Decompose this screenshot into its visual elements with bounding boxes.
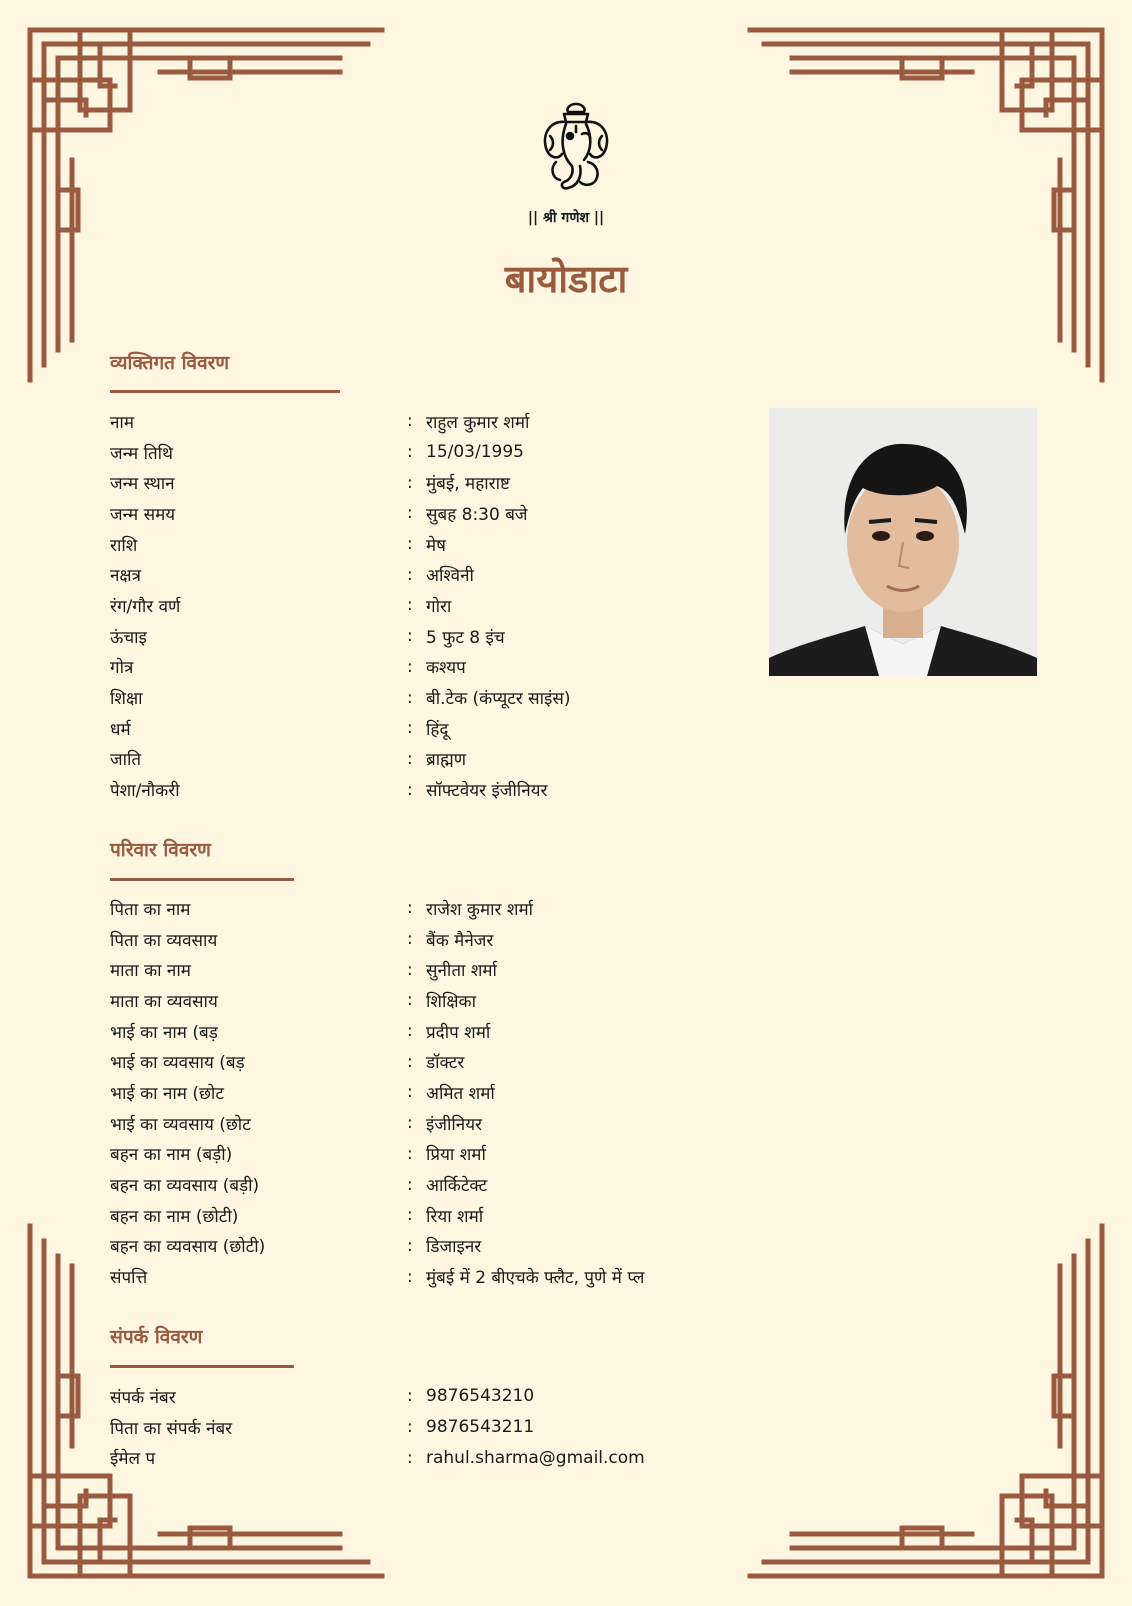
- field-separator: :: [407, 564, 413, 585]
- field-label: जाति: [110, 750, 142, 771]
- corner-bottom-right: [750, 1226, 1102, 1576]
- family-details-list: [110, 893, 750, 1292]
- field-label: पिता का नाम: [110, 899, 191, 920]
- field-row: [110, 893, 750, 924]
- field-label: जन्म तिथि: [110, 443, 173, 464]
- field-row: [110, 985, 750, 1016]
- field-row: [110, 774, 750, 805]
- field-value: अश्विनी: [426, 566, 474, 587]
- field-row: [110, 590, 750, 621]
- field-separator: :: [407, 1021, 413, 1042]
- field-row: [110, 1261, 750, 1292]
- field-separator: :: [407, 779, 413, 800]
- contact-details-list: [110, 1381, 750, 1473]
- field-label: माता का व्यवसाय: [110, 991, 218, 1012]
- invocation-text: || श्री गणेश ||: [527, 210, 605, 226]
- field-separator: :: [407, 411, 413, 432]
- field-separator: :: [407, 718, 413, 739]
- ganesh-icon: [536, 100, 616, 194]
- field-value: डॉक्टर: [426, 1053, 465, 1074]
- field-value: आर्किटेक्ट: [426, 1176, 488, 1197]
- field-value: प्रिया शर्मा: [426, 1145, 486, 1166]
- field-row: [110, 621, 750, 652]
- field-label: बहन का व्यवसाय (बड़ी): [110, 1176, 260, 1197]
- field-row: [110, 1077, 750, 1108]
- field-separator: :: [407, 1113, 413, 1134]
- field-label: शिक्षा: [110, 689, 143, 710]
- field-separator: :: [407, 1386, 413, 1407]
- field-label: माता का नाम: [110, 961, 191, 982]
- field-value: सॉफ्टवेयर इंजीनियर: [426, 781, 548, 802]
- field-separator: :: [407, 929, 413, 950]
- field-label: भाई का नाम (बड़: [110, 1022, 218, 1043]
- field-separator: :: [407, 898, 413, 919]
- field-separator: :: [407, 503, 413, 524]
- field-value: शिक्षिका: [426, 991, 477, 1012]
- field-value: अमित शर्मा: [426, 1083, 495, 1104]
- field-separator: :: [407, 1143, 413, 1164]
- field-row: [110, 682, 750, 713]
- field-separator: :: [407, 1417, 413, 1438]
- field-row: [110, 1108, 750, 1139]
- field-value: रिया शर्मा: [426, 1206, 484, 1227]
- field-label: राशि: [110, 535, 138, 556]
- family-section-heading: परिवार विवरण: [110, 839, 211, 861]
- field-label: संपर्क नंबर: [110, 1387, 176, 1408]
- field-row: [110, 559, 750, 590]
- field-separator: :: [407, 990, 413, 1011]
- field-value: 15/03/1995: [426, 442, 524, 463]
- personal-section-divider: [110, 390, 340, 393]
- field-row: [110, 954, 750, 985]
- field-value: डिजाइनर: [426, 1237, 482, 1258]
- field-row: [110, 467, 750, 498]
- page-title: बायोडाटा: [504, 257, 628, 301]
- field-value: ब्राह्मण: [426, 750, 467, 771]
- field-label: ऊंचाइ: [110, 627, 147, 648]
- field-label: पिता का संपर्क नंबर: [110, 1418, 233, 1439]
- field-row: [110, 1016, 750, 1047]
- field-row: [110, 529, 750, 560]
- field-label: ईमेल प: [110, 1449, 156, 1470]
- field-label: जन्म समय: [110, 504, 176, 525]
- field-value: बैंक मैनेजर: [426, 930, 494, 951]
- field-separator: :: [407, 1174, 413, 1195]
- field-separator: :: [407, 1205, 413, 1226]
- field-row: [110, 1139, 750, 1170]
- field-value: कश्यप: [426, 658, 466, 679]
- field-row: [110, 1412, 750, 1443]
- field-label: बहन का नाम (बड़ी): [110, 1145, 233, 1166]
- field-separator: :: [407, 1266, 413, 1287]
- field-row: [110, 437, 750, 468]
- field-value: सुबह 8:30 बजे: [426, 504, 528, 525]
- field-separator: :: [407, 442, 413, 463]
- field-value: राहुल कुमार शर्मा: [426, 412, 530, 433]
- field-value: हिंदू: [426, 719, 449, 740]
- field-row: [110, 406, 750, 437]
- personal-details-list: [110, 406, 750, 805]
- field-row: [110, 498, 750, 529]
- field-separator: :: [407, 534, 413, 555]
- field-label: पिता का व्यवसाय: [110, 930, 218, 951]
- field-label: भाई का व्यवसाय (छोट: [110, 1114, 251, 1135]
- field-label: बहन का व्यवसाय (छोटी): [110, 1237, 266, 1258]
- field-separator: :: [407, 595, 413, 616]
- field-value: मुंबई, महाराष्ट: [426, 474, 510, 495]
- field-row: [110, 1169, 750, 1200]
- personal-section-heading: व्यक्तिगत विवरण: [110, 352, 230, 374]
- field-separator: :: [407, 687, 413, 708]
- field-row: [110, 1231, 750, 1262]
- field-value: इंजीनियर: [426, 1114, 483, 1135]
- field-label: बहन का नाम (छोटी): [110, 1206, 239, 1227]
- field-row: [110, 1381, 750, 1412]
- profile-photo: [769, 408, 1037, 676]
- field-separator: :: [407, 1082, 413, 1103]
- field-value: सुनीता शर्मा: [426, 961, 497, 982]
- corner-top-right: [750, 30, 1102, 380]
- field-separator: :: [407, 748, 413, 769]
- field-value: मेष: [426, 535, 446, 556]
- field-label: गोत्र: [110, 658, 134, 679]
- field-row: [110, 1442, 750, 1473]
- family-section-divider: [110, 878, 294, 881]
- field-label: जन्म स्थान: [110, 474, 175, 495]
- field-value: मुंबई में 2 बीएचके फ्लैट, पुणे में प्ल: [426, 1268, 645, 1289]
- field-label: पेशा/नौकरी: [110, 781, 180, 802]
- field-separator: :: [407, 656, 413, 677]
- field-row: [110, 713, 750, 744]
- field-value: rahul.sharma@gmail.com: [426, 1447, 645, 1468]
- field-value: गोरा: [426, 596, 452, 617]
- corner-top-left: [30, 30, 382, 380]
- field-label: रंग/गौर वर्ण: [110, 596, 181, 617]
- field-row: [110, 652, 750, 683]
- field-label: भाई का व्यवसाय (बड़: [110, 1053, 245, 1074]
- field-value: 5 फुट 8 इंच: [426, 627, 505, 648]
- field-separator: :: [407, 472, 413, 493]
- field-separator: :: [407, 1235, 413, 1256]
- field-label: नाम: [110, 412, 135, 433]
- field-value: 9876543211: [426, 1417, 535, 1438]
- field-value: राजेश कुमार शर्मा: [426, 899, 534, 920]
- field-value: बी.टेक (कंप्यूटर साइंस): [426, 689, 571, 710]
- field-row: [110, 744, 750, 775]
- field-label: संपत्ति: [110, 1268, 148, 1289]
- field-row: [110, 1200, 750, 1231]
- contact-section-divider: [110, 1365, 294, 1368]
- field-value: प्रदीप शर्मा: [426, 1022, 491, 1043]
- field-row: [110, 1046, 750, 1077]
- field-separator: :: [407, 626, 413, 647]
- field-separator: :: [407, 959, 413, 980]
- field-separator: :: [407, 1447, 413, 1468]
- field-label: धर्म: [110, 719, 131, 740]
- field-separator: :: [407, 1051, 413, 1072]
- field-label: भाई का नाम (छोट: [110, 1083, 224, 1104]
- contact-section-heading: संपर्क विवरण: [110, 1326, 203, 1348]
- field-label: नक्षत्र: [110, 566, 142, 587]
- field-row: [110, 924, 750, 955]
- field-value: 9876543210: [426, 1386, 535, 1407]
